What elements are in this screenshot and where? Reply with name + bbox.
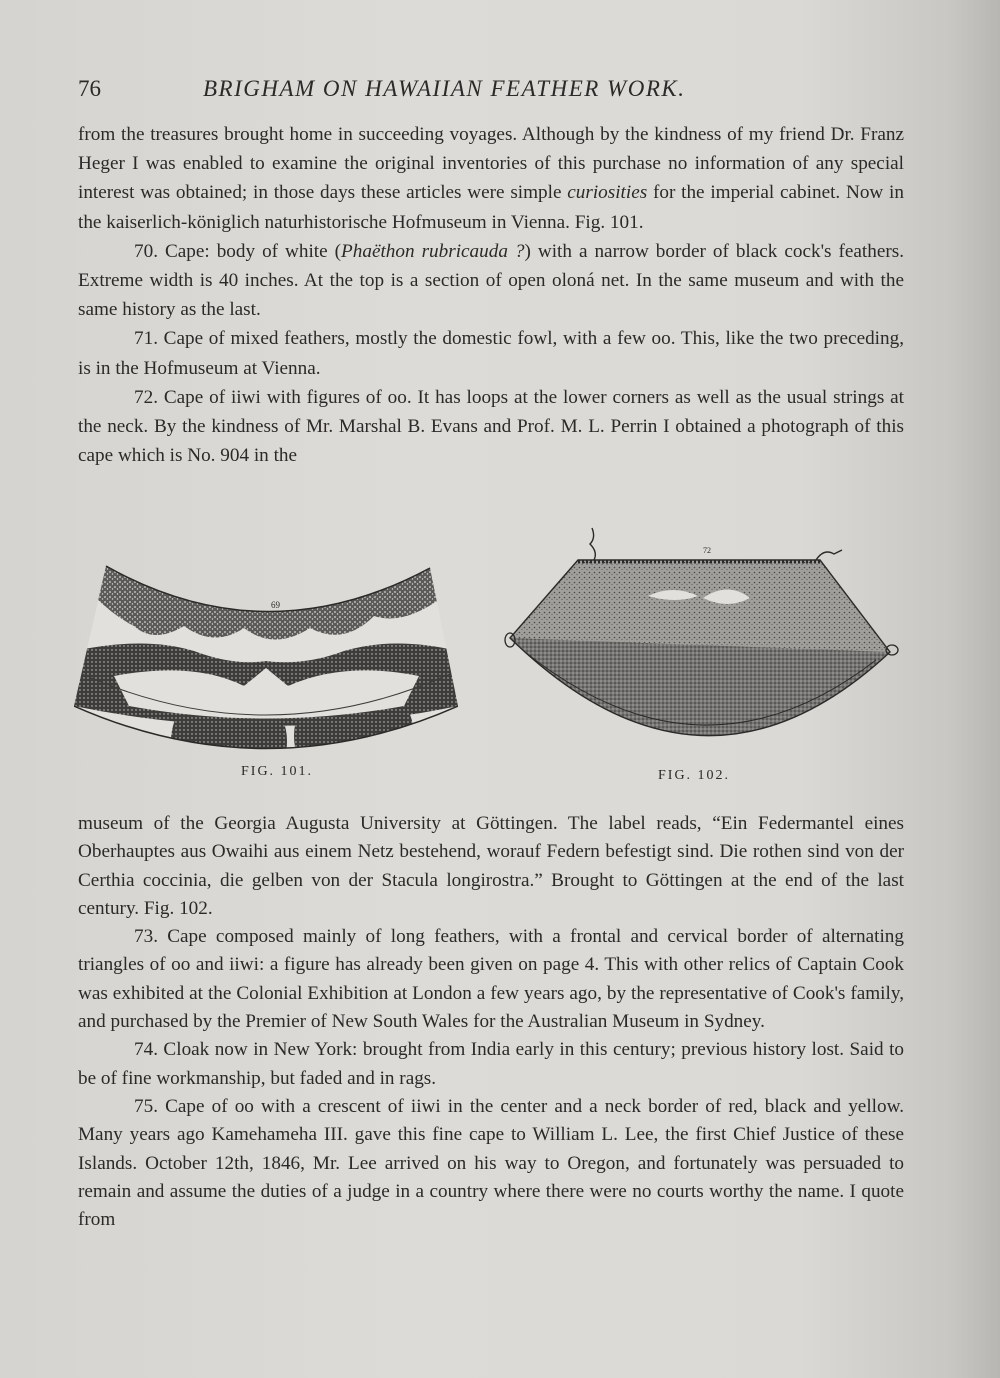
- cape-illustration-101: [74, 556, 458, 756]
- top-text-block: [78, 120, 904, 470]
- figure-number-label: 69: [271, 600, 280, 610]
- caption-fig-101: FIG. 101.: [241, 764, 314, 779]
- entry-72: 72. Cape of iiwi with figures of oo. It has loops at the lower corners as well as the usual strings at the neck. By the kindness of Mr. Marshal B. Evans and Prof. M. L. Perrin I obtained a photograph of this cape which is No. 904 in the: [78, 386, 904, 467]
- page-number: 76: [78, 76, 101, 101]
- entry-70: [78, 237, 904, 325]
- running-title: BRIGHAM ON HAWAIIAN FEATHER WORK.: [203, 76, 686, 101]
- figure-101: [74, 556, 458, 756]
- entry-71: 71. Cape of mixed feathers, mostly the domestic fowl, with a few oo. This, like the two preceding, is in the Hofmuseum at Vienna.: [78, 328, 904, 379]
- paragraph-text: from the treasures brought home in succeeding voyages. Although by the kindness of my friend Dr. Franz Heger I was enabled to examine the original inventories of this purchase no information of any special interest was obtained; in those days these articles were simple: [78, 124, 904, 204]
- entry-73: 73. Cape composed mainly of long feathers, with a frontal and cervical border of alternating triangles of oo and iiwi: a figure has already been given on page 4. This with other relics of Captain Cook was exhibited at the Colonial Exhibition at London a few years ago, by the representative of Cook's family, and purchased by the Premier of New South Wales for the Australian Museum in Sydney.: [78, 926, 904, 1033]
- caption-fig-102: FIG. 102.: [658, 768, 731, 783]
- paragraph-continued: museum of the Georgia Augusta University at Göttingen. The label reads, “Ein Federmantel eines Oberhauptes aus Owaihi aus einem Netz bestehend, worauf Federn befestigt sind. Die rothen sind von der Certhia coccinia, die gelben von der Stacula longirostra.” Brought to Göttingen at the end of the last century. Fig. 102.: [78, 813, 904, 919]
- page-header: [78, 74, 908, 108]
- paragraph-text: for the imperial cabinet. Now in the kaiserlich-königlich naturhistorische Hofmuseum in Vienna. Fig. 101.: [78, 182, 904, 233]
- paragraph-text: 70. Cape: body of white (: [134, 240, 342, 262]
- paragraph-continued: [78, 120, 904, 237]
- entry-74: 74. Cloak now in New York: brought from India early in this century; previous history lost. Said to be of fine workmanship, but faded and in rags.: [78, 1039, 904, 1089]
- figure-number-label: 72: [703, 546, 711, 555]
- figure-102: [498, 526, 904, 766]
- italic-term: curiosities: [567, 182, 648, 204]
- bottom-text-block: [78, 810, 904, 1234]
- species-name: Phaëthon rubricauda ?: [341, 240, 525, 262]
- entry-75: 75. Cape of oo with a crescent of iiwi in the center and a neck border of red, black and yellow. Many years ago Kamehameha III. gave this fine cape to William L. Lee, the first Chief Justice of these Islands. October 12th, 1846, Mr. Lee arrived on his way to Oregon, and fortunately was persuaded to remain and assume the duties of a judge in a country where there were no courts worthy the name. I quote from: [78, 1095, 904, 1231]
- cape-illustration-102: [498, 526, 904, 766]
- paragraph-text: ) with a narrow border of black cock's feathers. Extreme width is 40 inches. At the top is a section of open oloná net. In the same museum and with the same history as the last.: [78, 240, 904, 321]
